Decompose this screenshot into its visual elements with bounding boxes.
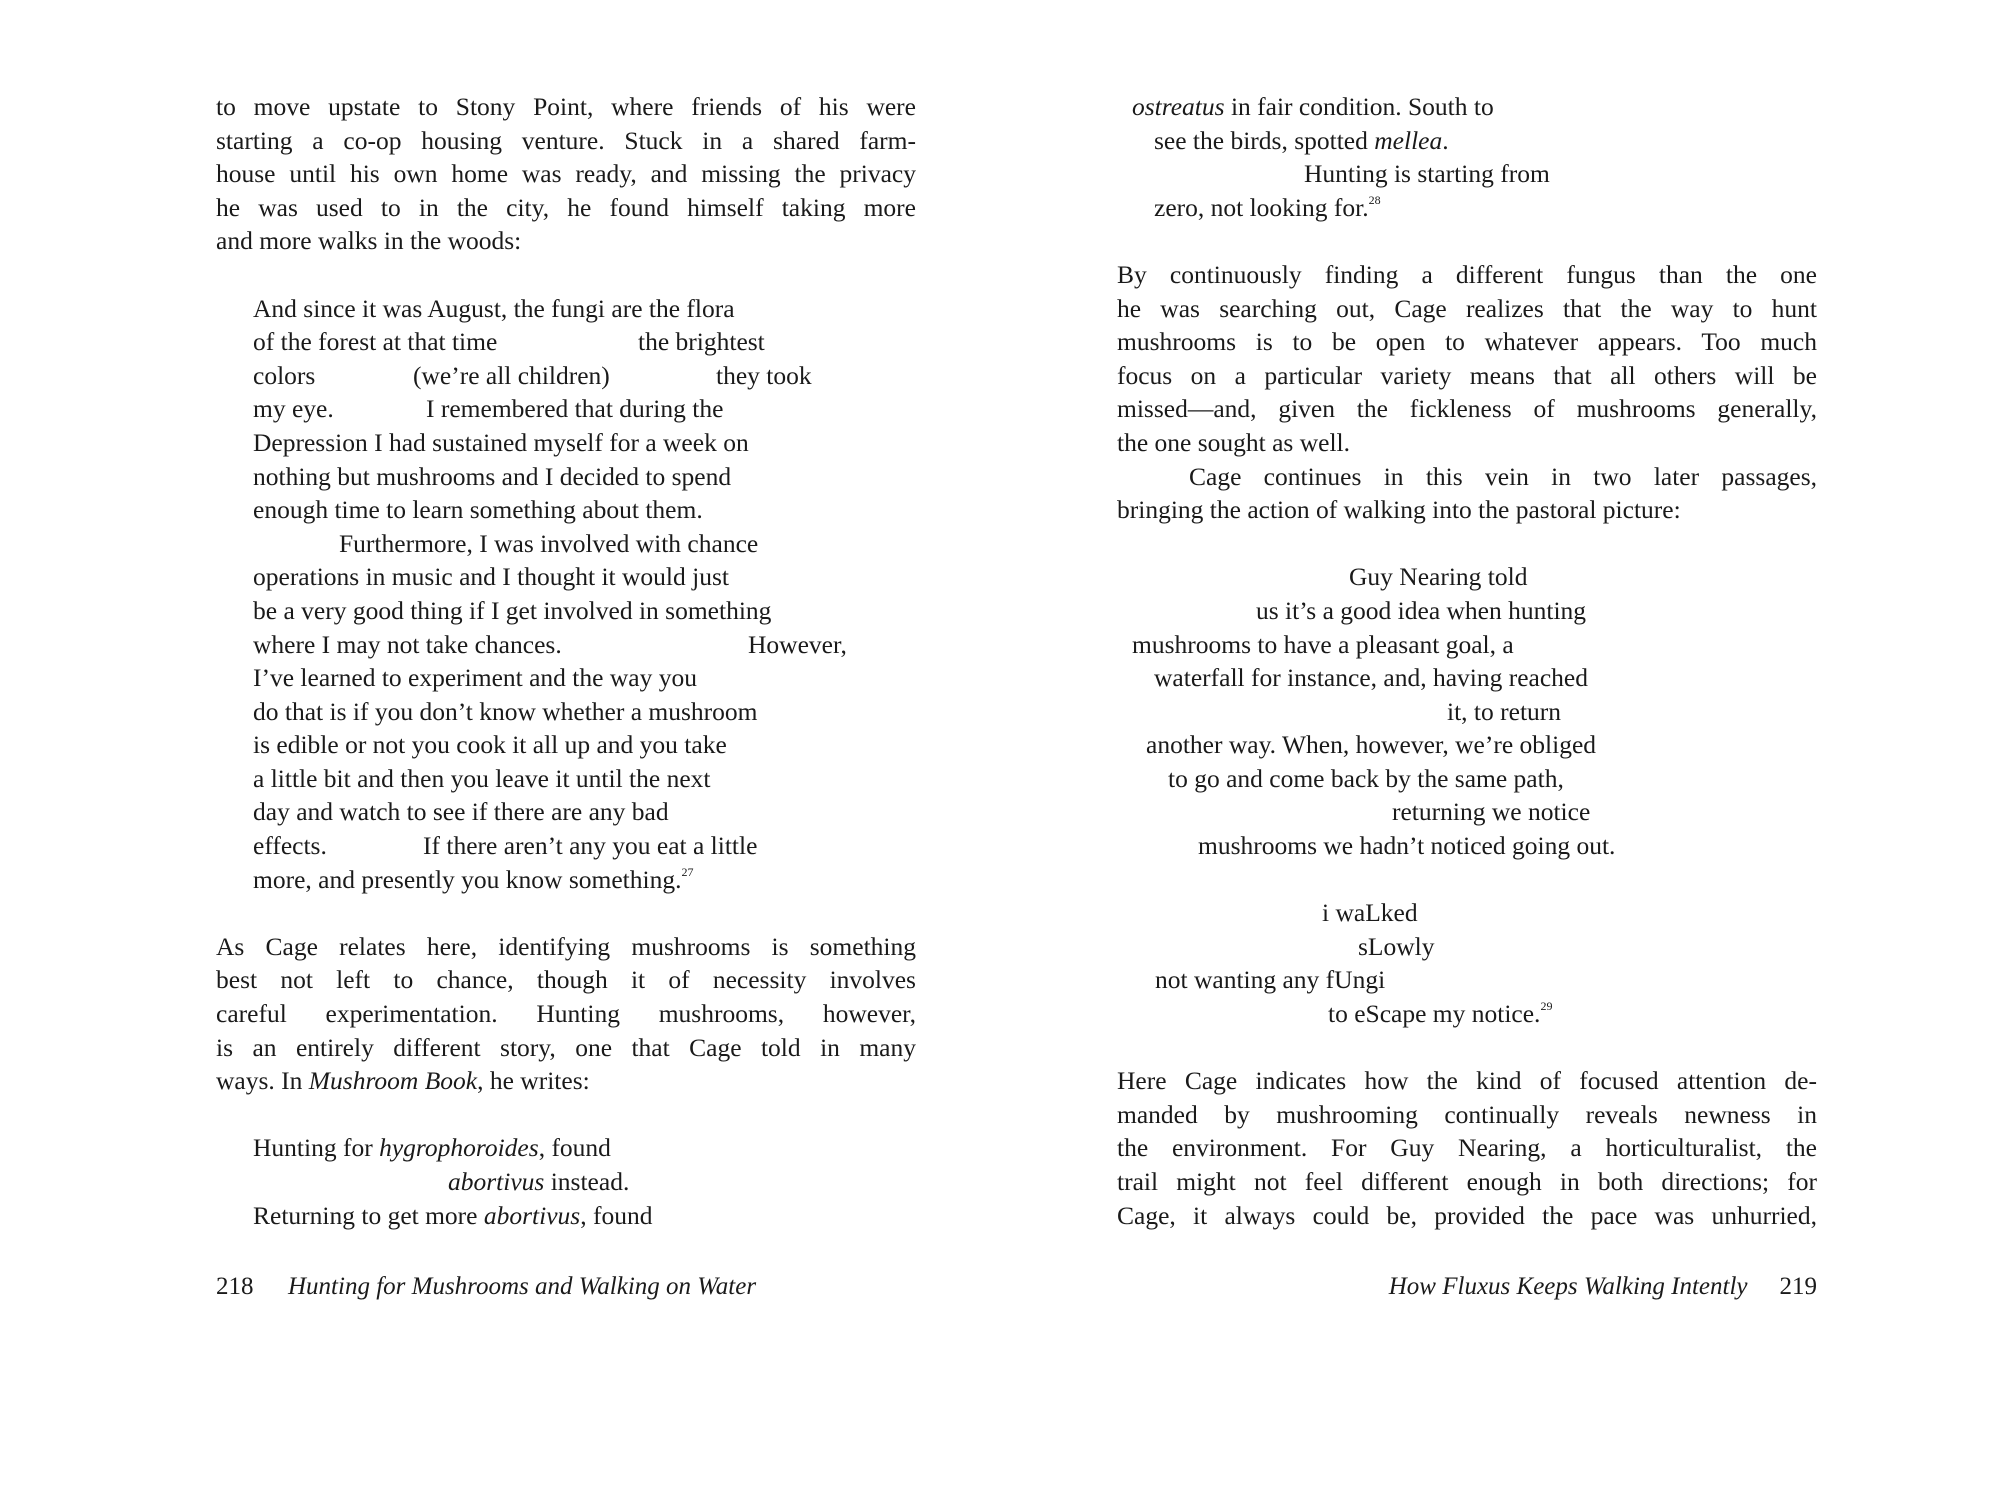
body-line: the environment. For Guy Nearing, a horticulturalist, the xyxy=(1117,1133,1817,1163)
body-line: focus on a particular variety means that all others will be xyxy=(1117,360,1817,390)
quote-line: be a very good thing if I get involved in something xyxy=(253,595,772,625)
quote-line: operations in music and I thought it would just xyxy=(253,562,729,592)
body-line: Cage continues in this vein in two later passages, xyxy=(1189,461,1817,491)
quote-line: day and watch to see if there are any bad xyxy=(253,797,669,827)
body-line: careful experimentation. Hunting mushrooms, however, xyxy=(216,999,916,1029)
quote-line: Hunting for hygrophoroides, found xyxy=(253,1133,611,1163)
quote-line: Guy Nearing told xyxy=(1349,562,1528,592)
footnote-marker: 27 xyxy=(681,864,694,879)
book-title: Mushroom Book xyxy=(308,1066,478,1096)
quote-line: us it’s a good idea when hunting xyxy=(1256,595,1587,625)
body-line: ways. In Mushroom Book, he writes: xyxy=(216,1066,590,1096)
quote-line: returning we notice xyxy=(1392,797,1591,827)
quote-line: sLowly xyxy=(1358,931,1435,961)
body-line: starting a co-op housing venture. Stuck in a shared farm- xyxy=(216,125,916,155)
page-number: 219 xyxy=(1779,1273,1817,1300)
quote-line: not wanting any fUngi xyxy=(1155,965,1386,995)
right-page xyxy=(1117,90,1817,1232)
page-number: 218 xyxy=(216,1273,254,1300)
body-line: trail might not feel different enough in both directions; for xyxy=(1117,1167,1817,1196)
body-line: bringing the action of walking into the pastoral picture: xyxy=(1117,495,1681,525)
quote-line: Hunting is starting from xyxy=(1304,159,1550,189)
body-line: he was searching out, Cage realizes that the way to hunt xyxy=(1117,293,1817,323)
quote-line: enough time to learn something about them. xyxy=(253,495,703,525)
body-line: to move upstate to Stony Point, where friends of his were xyxy=(216,92,916,121)
footnote-marker: 28 xyxy=(1368,192,1381,207)
body-line: and more walks in the woods: xyxy=(216,226,522,256)
quote-line: zero, not looking for.$^{28}$ xyxy=(1154,192,1381,222)
body-line: Here Cage indicates how the kind of focused attention de- xyxy=(1117,1066,1817,1096)
quote-line: mushrooms we hadn’t noticed going out. xyxy=(1198,831,1616,861)
quote-line: where I may not take chances. However, xyxy=(253,629,847,659)
quote-line: another way. When, however, we’re obliged xyxy=(1146,730,1597,760)
body-line: is an entirely different story, one that Cage told in many xyxy=(216,1032,916,1062)
body-line: best not left to chance, though it of necessity involves xyxy=(216,965,916,995)
body-line: house until his own home was ready, and missing the privacy xyxy=(216,159,916,189)
quote-line: nothing but mushrooms and I decided to spend xyxy=(253,461,732,491)
quote-line: abortivus instead. xyxy=(448,1167,630,1196)
quote-line: Returning to get more abortivus, found xyxy=(253,1200,653,1230)
quote-line: waterfall for instance, and, having reached xyxy=(1154,663,1588,693)
body-line: he was used to in the city, he found himself taking more xyxy=(216,192,916,222)
quote-line: to go and come back by the same path, xyxy=(1168,763,1564,793)
quote-line: effects. If there aren’t any you eat a little xyxy=(253,831,758,861)
quote-line: is edible or not you cook it all up and you take xyxy=(253,730,727,760)
body-line: missed—and, given the fickleness of mushrooms generally, xyxy=(1117,394,1817,424)
quote-line: do that is if you don’t know whether a mushroom xyxy=(253,696,758,726)
quote-line: Depression I had sustained myself for a week on xyxy=(253,427,749,457)
body-line: mushrooms is to be open to whatever appears. Too much xyxy=(1117,327,1817,357)
quote-line: to eScape my notice.$^{29}$ xyxy=(1328,999,1553,1029)
body-line: Cage, it always could be, provided the pace was unhurried, xyxy=(1117,1200,1817,1230)
quote-line: I’ve learned to experiment and the way you xyxy=(253,663,697,693)
quote-line: ostreatus in fair condition. South to xyxy=(1132,92,1494,121)
body-line: By continuously finding a different fungus than the one xyxy=(1117,259,1817,289)
quote-line: of the forest at that time the brightest xyxy=(253,327,765,357)
footnote-marker: 29 xyxy=(1540,999,1553,1014)
body-line: As Cage relates here, identifying mushrooms is something xyxy=(216,931,916,961)
quote-line: mushrooms to have a pleasant goal, a xyxy=(1132,629,1514,659)
quote-line: i waLked xyxy=(1322,898,1418,928)
quote-line: Furthermore, I was involved with chance xyxy=(339,528,759,558)
left-footer xyxy=(216,1270,757,1304)
body-line: manded by mushrooming continually reveals newness in xyxy=(1117,1099,1817,1129)
quote-line: colors (we’re all children) they took xyxy=(253,360,812,390)
running-head: How Fluxus Keeps Walking Intently xyxy=(1388,1273,1748,1300)
quote-line: my eye. I remembered that during the xyxy=(253,394,724,424)
left-page xyxy=(216,90,916,1232)
quote-line: And since it was August, the fungi are the flora xyxy=(253,293,735,323)
right-footer xyxy=(1327,1270,1817,1304)
body-line: the one sought as well. xyxy=(1117,427,1350,457)
quote-line: a little bit and then you leave it until the next xyxy=(253,763,711,793)
quote-line: more, and presently you know something.$^{27}$ xyxy=(253,864,694,894)
quote-line: see the birds, spotted mellea. xyxy=(1154,125,1449,155)
quote-line: it, to return xyxy=(1447,696,1562,726)
running-head: Hunting for Mushrooms and Walking on Water xyxy=(288,1273,757,1300)
